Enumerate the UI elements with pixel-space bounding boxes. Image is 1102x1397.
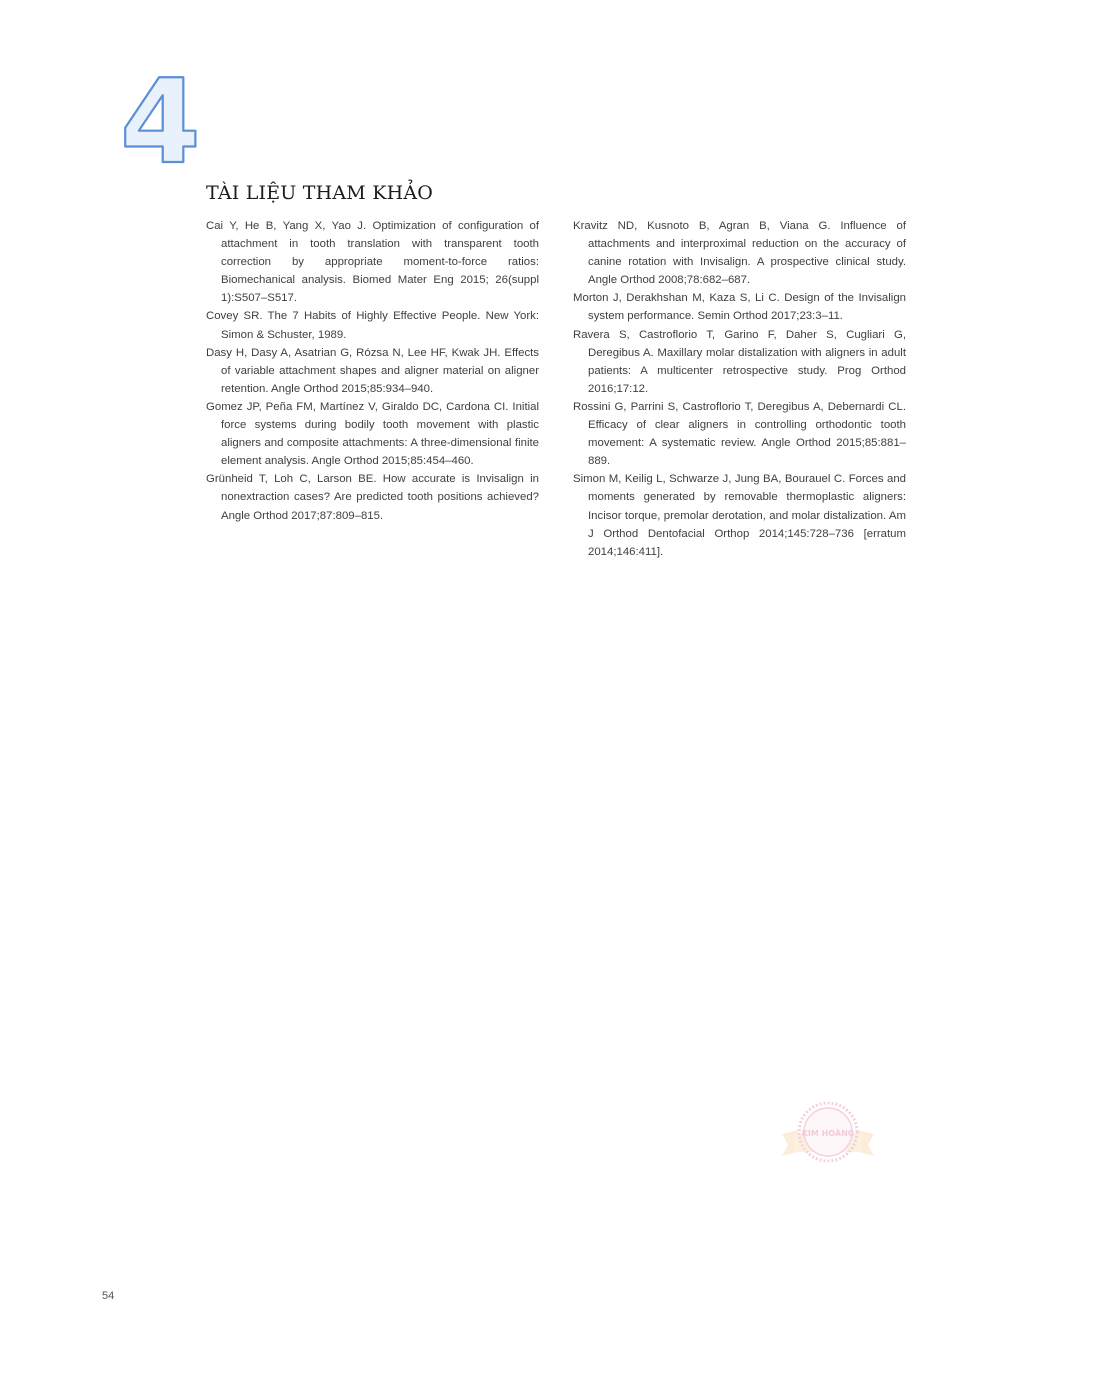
page-number: 54 [102,1290,115,1302]
reference-list-left [206,217,539,525]
reference-item: Cai Y, He B, Yang X, Yao J. Optimization of configuration of attachment in tooth translation with transparent tooth correction by appropriate moment-to-force ratios: Biomechanical analysis. Biomed Mater Eng 2015; 26(suppl 1):S507–S517. [206,220,539,305]
reference-item: Ravera S, Castroflorio T, Garino F, Daher S, Cugliari G, Deregibus A. Maxillary molar distalization with aligners in adult patients: A multicenter retrospective study. Prog Orthod 2016;17:12. [573,328,906,395]
reference-item: Dasy H, Dasy A, Asatrian G, Rózsa N, Lee HF, Kwak JH. Effects of variable attachment shapes and aligner material on aligner retention. Angle Orthod 2015;85:934–940. [206,346,539,395]
chapter-number: 4 [120,55,201,190]
reference-item: Gomez JP, Peña FM, Martínez V, Giraldo DC, Cardona CI. Initial force systems during bodily tooth movement with plastic aligners and composite attachments: A three-dimensional finite element analysis. Angle Orthod 2015;85:454–460. [206,400,539,468]
reference-item: Rossini G, Parrini S, Castroflorio T, Deregibus A, Debernardi CL. Efficacy of clear aligners in controlling orthodontic tooth movement: A systematic review. Angle Orthod 2015;85:881–889. [573,400,906,468]
watermark-stamp [776,1100,880,1172]
reference-item: Covey SR. The 7 Habits of Highly Effective People. New York: Simon & Schuster, 1989. [206,310,539,341]
reference-list-right [573,217,906,561]
reference-item: Simon M, Keilig L, Schwarze J, Jung BA, Bourauel C. Forces and moments generated by removable thermoplastic aligners: Incisor torque, premolar derotation, and molar distalization. Am J Orthod Dentofacial Orthop 2014;145:728–736 [erratum 2014;146:411]. [573,473,906,558]
reference-item: Grünheid T, Loh C, Larson BE. How accurate is Invisalign in nonextraction cases? Are predicted tooth positions achieved? Angle Orthod 2017;87:809–815. [206,473,539,522]
chapter-mark [0,0,720,210]
reference-item: Kravitz ND, Kusnoto B, Agran B, Viana G. Influence of attachments and interproximal reduction on the accuracy of canine rotation with Invisalign. A prospective clinical study. Angle Orthod 2008;78:682–687. [573,220,906,287]
reference-item: Morton J, Derakhshan M, Kaza S, Li C. Design of the Invisalign system performance. Semin Orthod 2017;23:3–11. [573,292,906,323]
stamp-text: KIM HOÀNG [801,1129,855,1138]
section-title: TÀI LIỆU THAM KHẢO [206,182,434,204]
